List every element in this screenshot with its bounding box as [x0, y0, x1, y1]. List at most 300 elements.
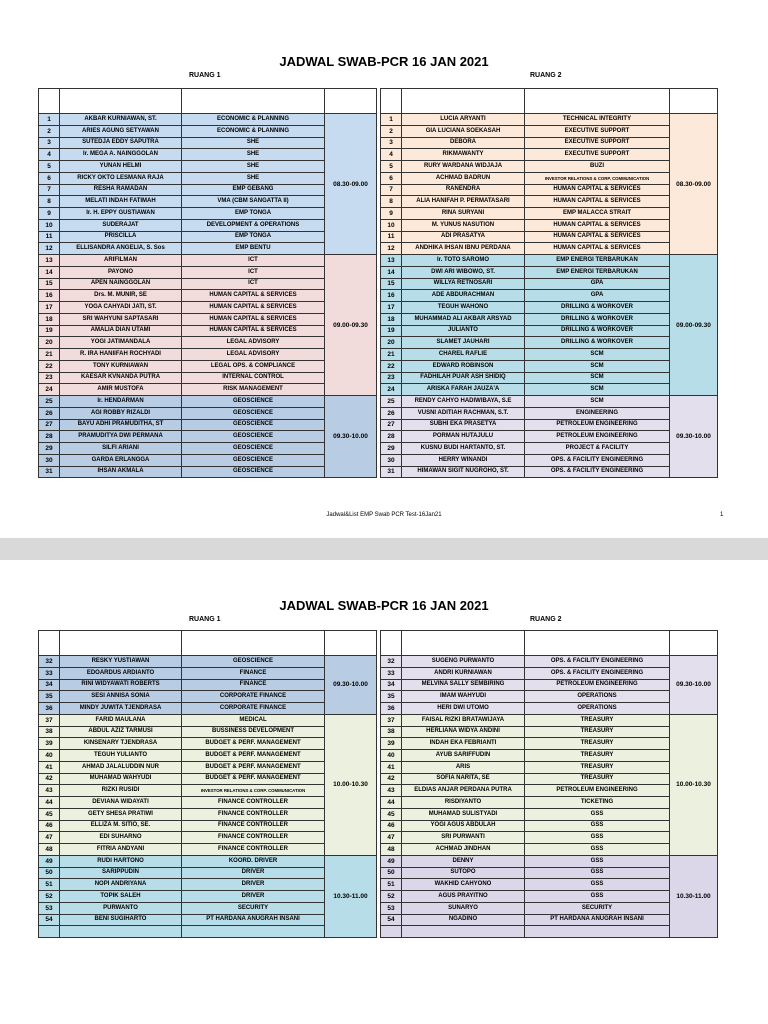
row-number: 40: [39, 750, 60, 762]
employee-name: ARIFILMAN: [60, 255, 182, 267]
division: DRIVER: [182, 867, 325, 879]
swab-time-slot: 09.30-10.00: [325, 656, 377, 715]
table-row: [381, 785, 718, 797]
row-number: 20: [39, 337, 60, 349]
division: TREASURY: [525, 750, 670, 762]
row-number: 45: [39, 808, 60, 820]
table-row: [381, 302, 718, 314]
row-number: 52: [39, 891, 60, 903]
header-row: [381, 631, 718, 656]
header-schedule: [670, 631, 718, 656]
employee-name: EDOARDUS ARDIANTO: [60, 667, 182, 679]
employee-name: MUHAMMAD ALI AKBAR ARSYAD: [402, 313, 525, 325]
division: GEOSCIENCE: [182, 396, 325, 408]
employee-name: SRI PURWANTI: [402, 832, 525, 844]
employee-name: DWI ARI WIBOWO, ST.: [402, 266, 525, 278]
division: OPS. & FACILITY ENGINEERING: [525, 454, 670, 466]
division: DRIVER: [182, 879, 325, 891]
swab-time-slot: 10.00-10.30: [325, 714, 377, 855]
table-row: [381, 914, 718, 926]
division: KOORD. DRIVER: [182, 855, 325, 867]
division: BUDGET & PERF. MANAGEMENT: [182, 738, 325, 750]
table-row: [381, 703, 718, 715]
division: EXECUTIVE SUPPORT: [525, 125, 670, 137]
division: LEGAL OPS. & COMPLIANCE: [182, 360, 325, 372]
employee-name: ELLISANDRA ANGELIA, S. Sos: [60, 243, 182, 255]
employee-name: Ir. HENDARMAN: [60, 396, 182, 408]
division: SHE: [182, 172, 325, 184]
swab-time-slot: 10.30-11.00: [670, 855, 718, 937]
employee-name: Ir. H. EPPY GUSTIAWAN: [60, 208, 182, 220]
employee-name: BAYU ADHI PRAMUDITHA, ST: [60, 419, 182, 431]
division: HUMAN CAPITAL & SERVICES: [525, 219, 670, 231]
division: GPA: [525, 290, 670, 302]
table-row: [39, 114, 377, 126]
employee-name: EDWARD ROBINSON: [402, 360, 525, 372]
division: GSS: [525, 867, 670, 879]
row-number: 23: [39, 372, 60, 384]
employee-name: APEN NAINGGOLAN: [60, 278, 182, 290]
employee-name: WAKHID CAHYONO: [402, 879, 525, 891]
division: RISK MANAGEMENT: [182, 384, 325, 396]
division: FINANCE: [182, 667, 325, 679]
page-number: 1: [720, 512, 724, 518]
division: EMP ENERGI TERBARUKAN: [525, 266, 670, 278]
division: DRILLING & WORKOVER: [525, 337, 670, 349]
employee-name: ELDIAS ANJAR PERDANA PUTRA: [402, 785, 525, 797]
swab-time-slot: 09.30-10.00: [325, 396, 377, 478]
table-row: [381, 832, 718, 844]
employee-name: RANENDRA: [402, 184, 525, 196]
row-number: 19: [39, 325, 60, 337]
row-number: 42: [381, 773, 402, 785]
division: TREASURY: [525, 726, 670, 738]
division: GSS: [525, 855, 670, 867]
table-row: [39, 255, 377, 267]
table-row: [381, 714, 718, 726]
division: ENGINEERING: [525, 407, 670, 419]
header-division: [525, 89, 670, 114]
employee-name: YOGA CAHYADI JATI, ST.: [60, 302, 182, 314]
employee-name: IHSAN AKMALA: [60, 466, 182, 478]
division: GEOSCIENCE: [182, 443, 325, 455]
row-number: 30: [39, 454, 60, 466]
row-number: 16: [39, 290, 60, 302]
division: BUZI: [525, 161, 670, 173]
row-number: 18: [39, 313, 60, 325]
employee-name: MELATI INDAH FATIMAH: [60, 196, 182, 208]
table-row: [381, 290, 718, 302]
division: CORPORATE FINANCE: [182, 703, 325, 715]
division: EMP MALACCA STRAIT: [525, 208, 670, 220]
employee-name: ACHMAD BADRUN: [402, 172, 525, 184]
row-number: 13: [381, 255, 402, 267]
employee-name: SUNARYO: [402, 902, 525, 914]
row-number: 36: [381, 703, 402, 715]
row-number: 43: [39, 785, 60, 797]
row-number: 15: [39, 278, 60, 290]
division: GEOSCIENCE: [182, 419, 325, 431]
table-row: [39, 855, 377, 867]
row-number: 19: [381, 325, 402, 337]
division: FINANCE CONTROLLER: [182, 820, 325, 832]
employee-name: SUDERAJAT: [60, 219, 182, 231]
employee-name: AHMAD JALALUDDIN NUR: [60, 761, 182, 773]
page-title: JADWAL SWAB-PCR 16 JAN 2021: [279, 598, 489, 613]
row-number: 21: [39, 349, 60, 361]
table-row: [381, 820, 718, 832]
header-no: [39, 631, 60, 656]
employee-name: SUBHI EKA PRASETYA: [402, 419, 525, 431]
table-row: [381, 667, 718, 679]
row-number: 31: [381, 466, 402, 478]
table-row: [381, 360, 718, 372]
division: INVESTOR RELATIONS & CORP. COMMUNICATION: [525, 172, 670, 184]
employee-name: ANDRI KURNIAWAN: [402, 667, 525, 679]
employee-name: RISDIYANTO: [402, 797, 525, 809]
row-number: 37: [39, 714, 60, 726]
division: FINANCE: [182, 679, 325, 691]
row-number: 32: [381, 656, 402, 668]
employee-name: RINA SURYANI: [402, 208, 525, 220]
employee-name: DEVIANA WIDAYATI: [60, 797, 182, 809]
row-number: 22: [39, 360, 60, 372]
row-number: 48: [381, 844, 402, 856]
employee-name: SLAMET JAUHARI: [402, 337, 525, 349]
employee-name: [60, 926, 182, 938]
employee-name: PAYONO: [60, 266, 182, 278]
division: HUMAN CAPITAL & SERVICES: [525, 231, 670, 243]
row-number: 29: [39, 443, 60, 455]
room-1-schedule-table: [38, 630, 377, 938]
room-2-schedule-table: [380, 88, 718, 478]
row-number: 31: [39, 466, 60, 478]
swab-time-slot: 09.30-10.00: [670, 656, 718, 715]
row-number: 27: [381, 419, 402, 431]
employee-name: EDI SUHARNO: [60, 832, 182, 844]
division: LEGAL ADVISORY: [182, 337, 325, 349]
row-number: 7: [381, 184, 402, 196]
row-number: 2: [39, 125, 60, 137]
swab-time-slot: 10.00-10.30: [670, 714, 718, 855]
row-number: 54: [39, 914, 60, 926]
employee-name: Ir. TOTO SAROMO: [402, 255, 525, 267]
row-number: 24: [381, 384, 402, 396]
division: ICT: [182, 266, 325, 278]
row-number: 44: [39, 797, 60, 809]
row-number: 3: [381, 137, 402, 149]
row-number: 3: [39, 137, 60, 149]
header-schedule: [325, 631, 377, 656]
swab-time-slot: 10.30-11.00: [325, 855, 377, 937]
division: GSS: [525, 844, 670, 856]
employee-name: SRI WAHYUNI SAPTASARI: [60, 313, 182, 325]
employee-name: ARIES AGUNG SETYAWAN: [60, 125, 182, 137]
row-number: 25: [381, 396, 402, 408]
header-row: [381, 89, 718, 114]
employee-name: ADI PRASATYA: [402, 231, 525, 243]
division: EMP BENTU: [182, 243, 325, 255]
row-number: 24: [39, 384, 60, 396]
employee-name: LUCIA ARYANTI: [402, 114, 525, 126]
division: TICKETING: [525, 797, 670, 809]
table-row: [381, 172, 718, 184]
row-number: 8: [39, 196, 60, 208]
row-number: 14: [381, 266, 402, 278]
division: HUMAN CAPITAL & SERVICES: [525, 243, 670, 255]
row-number: 17: [381, 302, 402, 314]
employee-name: GIA LUCIANA SOEKASAH: [402, 125, 525, 137]
table-row: [39, 396, 377, 408]
row-number: 16: [381, 290, 402, 302]
employee-name: GARDA ERLANGGA: [60, 454, 182, 466]
table-row: [381, 855, 718, 867]
table-row: [381, 407, 718, 419]
table-row: [381, 691, 718, 703]
row-number: 25: [39, 396, 60, 408]
table-row: [381, 750, 718, 762]
header-name: [402, 631, 525, 656]
row-number: 32: [39, 656, 60, 668]
employee-name: HERLIANA WIDYA ANDINI: [402, 726, 525, 738]
employee-name: MELVINA SALLY SEMBIRING: [402, 679, 525, 691]
row-number: 4: [381, 149, 402, 161]
table-row: [381, 419, 718, 431]
employee-name: AGI ROBBY RIZALDI: [60, 407, 182, 419]
table-row: [381, 313, 718, 325]
employee-name: DENNY: [402, 855, 525, 867]
row-number: 30: [381, 454, 402, 466]
schedule-page-2: [0, 560, 768, 1024]
division: OPS. & FACILITY ENGINEERING: [525, 656, 670, 668]
employee-name: SESI ANNISA SONIA: [60, 691, 182, 703]
employee-name: PRISCILLA: [60, 231, 182, 243]
employee-name: FARID MAULANA: [60, 714, 182, 726]
division: TREASURY: [525, 738, 670, 750]
employee-name: RINI WIDYAWATI ROBERTS: [60, 679, 182, 691]
division: OPERATIONS: [525, 703, 670, 715]
division: TECHNICAL INTEGRITY: [525, 114, 670, 126]
table-row: [381, 137, 718, 149]
division: EMP GEBANG: [182, 184, 325, 196]
row-number: 45: [381, 808, 402, 820]
division: PETROLEUM ENGINEERING: [525, 419, 670, 431]
row-number: 42: [39, 773, 60, 785]
row-number: 39: [381, 738, 402, 750]
table-row: [381, 431, 718, 443]
division: ECONOMIC & PLANNING: [182, 114, 325, 126]
row-number: 2: [381, 125, 402, 137]
employee-name: CHAREL RAFLIE: [402, 349, 525, 361]
row-number: 12: [381, 243, 402, 255]
row-number: 5: [381, 161, 402, 173]
division: GEOSCIENCE: [182, 656, 325, 668]
division: CORPORATE FINANCE: [182, 691, 325, 703]
employee-name: FAISAL RIZKI BRATAWIJAYA: [402, 714, 525, 726]
employee-name: AMIR MUSTOFA: [60, 384, 182, 396]
division: SCM: [525, 349, 670, 361]
division: SCM: [525, 396, 670, 408]
division: BUSSINESS DEVELOPMENT: [182, 726, 325, 738]
row-number: 52: [381, 891, 402, 903]
row-number: 51: [39, 879, 60, 891]
division: HUMAN CAPITAL & SERVICES: [525, 196, 670, 208]
division: DEVELOPMENT & OPERATIONS: [182, 219, 325, 231]
header-division: [182, 89, 325, 114]
employee-name: TOPIK SALEH: [60, 891, 182, 903]
division: SHE: [182, 137, 325, 149]
table-row: [381, 902, 718, 914]
employee-name: WILLYA RETNOSARI: [402, 278, 525, 290]
employee-name: MUHAMAD SULISTYADI: [402, 808, 525, 820]
division: BUDGET & PERF. MANAGEMENT: [182, 773, 325, 785]
row-number: 10: [381, 219, 402, 231]
employee-name: KUSNU BUDI HARTANTO, ST.: [402, 443, 525, 455]
row-number: 22: [381, 360, 402, 372]
row-number: 8: [381, 196, 402, 208]
division: FINANCE CONTROLLER: [182, 797, 325, 809]
employee-name: RURY WARDANA WIDJAJA: [402, 161, 525, 173]
row-number: 7: [39, 184, 60, 196]
division: SECURITY: [525, 902, 670, 914]
table-row: [381, 196, 718, 208]
table-row: [381, 797, 718, 809]
employee-name: RUDI HARTONO: [60, 855, 182, 867]
row-number: 9: [39, 208, 60, 220]
division: [182, 926, 325, 938]
employee-name: FITRIA ANDYANI: [60, 844, 182, 856]
table-row: [381, 149, 718, 161]
division: ECONOMIC & PLANNING: [182, 125, 325, 137]
employee-name: YOGI AGUS ABDULAH: [402, 820, 525, 832]
table-row: [381, 278, 718, 290]
division: SHE: [182, 149, 325, 161]
row-number: 17: [39, 302, 60, 314]
swab-time-slot: 08.30-09.00: [325, 114, 377, 255]
division: PETROLEUM ENGINEERING: [525, 679, 670, 691]
employee-name: FADHILAH PUAR ASH SHIDIQ: [402, 372, 525, 384]
row-number: 47: [39, 832, 60, 844]
employee-name: AGUS PRAYITNO: [402, 891, 525, 903]
table-row: [381, 114, 718, 126]
header-schedule: [325, 89, 377, 114]
employee-name: AYUB SARIFFUDIN: [402, 750, 525, 762]
employee-name: HERRY WINANDI: [402, 454, 525, 466]
division: GSS: [525, 891, 670, 903]
division: BUDGET & PERF. MANAGEMENT: [182, 750, 325, 762]
room-1-label: RUANG 1: [189, 616, 221, 623]
division: ICT: [182, 278, 325, 290]
employee-name: M. YUNUS NASUTION: [402, 219, 525, 231]
page-title: JADWAL SWAB-PCR 16 JAN 2021: [279, 54, 489, 69]
employee-name: SUTEDJA EDDY SAPUTRA: [60, 137, 182, 149]
header-schedule: [670, 89, 718, 114]
header-division: [525, 631, 670, 656]
table-row: [381, 161, 718, 173]
table-row: [381, 255, 718, 267]
employee-name: IMAM WAHYUDI: [402, 691, 525, 703]
division: GSS: [525, 808, 670, 820]
division: DRIVER: [182, 891, 325, 903]
table-row: [381, 219, 718, 231]
employee-name: JULIANTO: [402, 325, 525, 337]
table-row: [381, 761, 718, 773]
row-number: 23: [381, 372, 402, 384]
row-number: 13: [39, 255, 60, 267]
table-row: [381, 384, 718, 396]
footer-text: Jadwal&List EMP Swab PCR Test-16Jan21: [326, 512, 442, 518]
employee-name: ANDHIKA IHSAN IBNU PERDANA: [402, 243, 525, 255]
employee-name: YOGI JATIMANDALA: [60, 337, 182, 349]
division: GPA: [525, 278, 670, 290]
employee-name: MUHAMAD WAHYUDI: [60, 773, 182, 785]
row-number: 41: [381, 761, 402, 773]
employee-name: VUSNI ADITIAH RACHMAN, S.T.: [402, 407, 525, 419]
division: INTERNAL CONTROL: [182, 372, 325, 384]
header-no: [39, 89, 60, 114]
division: GSS: [525, 832, 670, 844]
room-2-label: RUANG 2: [530, 616, 562, 623]
division: MEDICAL: [182, 714, 325, 726]
division: GEOSCIENCE: [182, 431, 325, 443]
employee-name: RIKMAWANTY: [402, 149, 525, 161]
employee-name: SUGENG PURWANTO: [402, 656, 525, 668]
division: HUMAN CAPITAL & SERVICES: [182, 290, 325, 302]
row-number: 48: [39, 844, 60, 856]
table-row: [381, 243, 718, 255]
header-name: [402, 89, 525, 114]
row-number: 6: [381, 172, 402, 184]
employee-name: TEGUH YULIANTO: [60, 750, 182, 762]
row-number: 34: [39, 679, 60, 691]
row-number: 12: [39, 243, 60, 255]
row-number: 54: [381, 914, 402, 926]
employee-name: R. IRA HANIIFAH ROCHYADI: [60, 349, 182, 361]
table-row: [381, 466, 718, 478]
employee-name: MINDY JUWITA TJENDRASA: [60, 703, 182, 715]
employee-name: ACHMAD JINDHAN: [402, 844, 525, 856]
row-number: [381, 926, 402, 938]
division: DRILLING & WORKOVER: [525, 302, 670, 314]
row-number: 35: [39, 691, 60, 703]
division: SECURITY: [182, 902, 325, 914]
header-name: [60, 631, 182, 656]
row-number: 28: [39, 431, 60, 443]
division: SCM: [525, 372, 670, 384]
division: FINANCE CONTROLLER: [182, 808, 325, 820]
division: VMA (CBM SANGATTA II): [182, 196, 325, 208]
room-1-label: RUANG 1: [189, 72, 221, 79]
swab-time-slot: 09.00-09.30: [670, 255, 718, 396]
row-number: 29: [381, 443, 402, 455]
division: SCM: [525, 360, 670, 372]
row-number: 40: [381, 750, 402, 762]
division: OPERATIONS: [525, 691, 670, 703]
division: GEOSCIENCE: [182, 454, 325, 466]
division: HUMAN CAPITAL & SERVICES: [182, 313, 325, 325]
table-row: [381, 337, 718, 349]
row-number: 1: [381, 114, 402, 126]
row-number: 15: [381, 278, 402, 290]
table-row: [381, 844, 718, 856]
employee-name: ADE ABDURACHMAN: [402, 290, 525, 302]
row-number: 11: [39, 231, 60, 243]
division: PT HARDANA ANUGRAH INSANI: [182, 914, 325, 926]
row-number: 26: [39, 407, 60, 419]
row-number: 10: [39, 219, 60, 231]
employee-name: KAESAR KVNANDA PUTRA: [60, 372, 182, 384]
employee-name: ALIA HANIFAH P. PERMATASARI: [402, 196, 525, 208]
